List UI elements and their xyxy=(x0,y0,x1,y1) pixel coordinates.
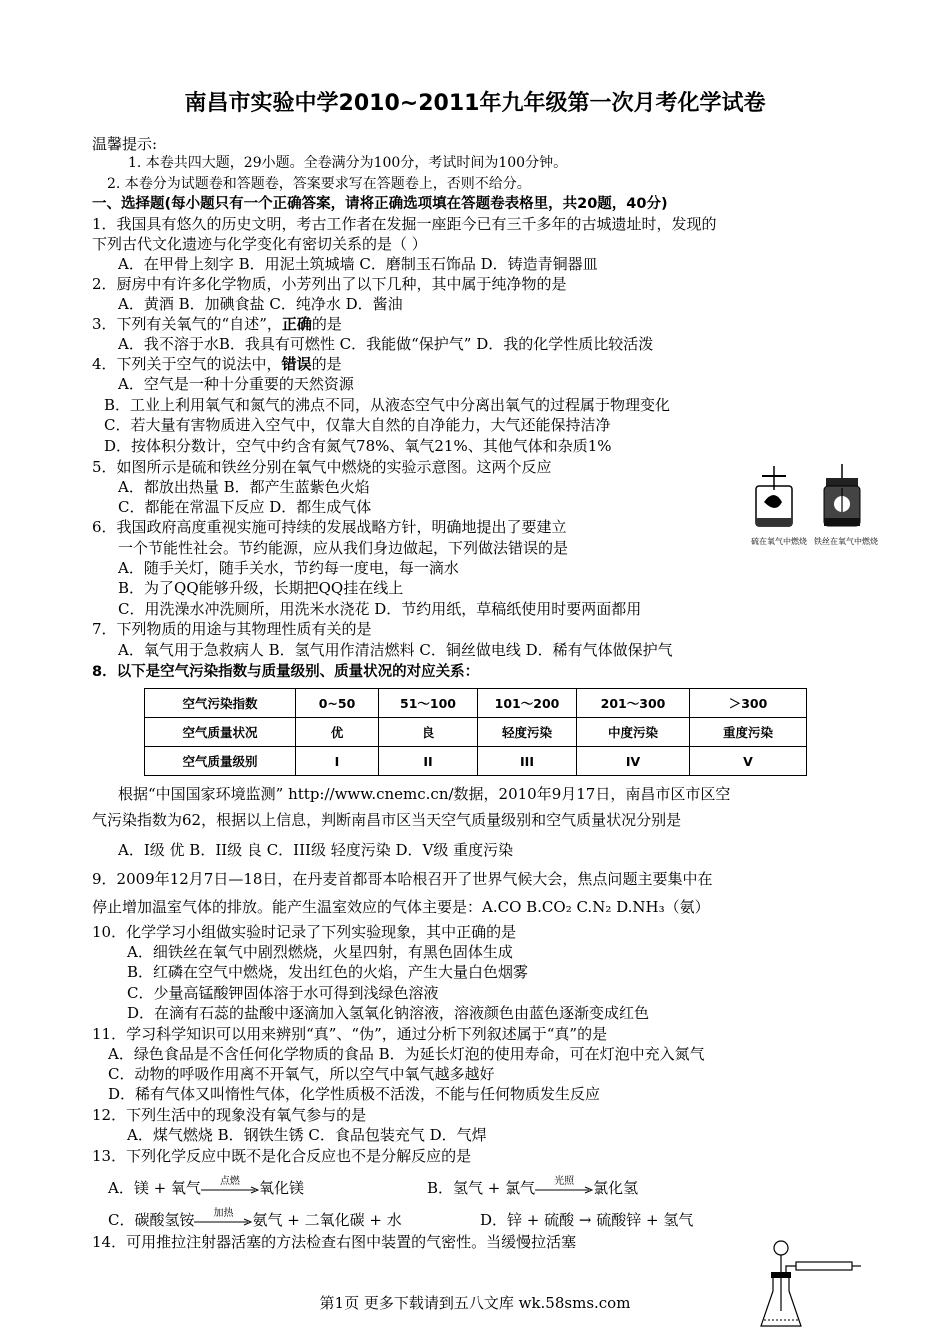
table-cell: 51～100 xyxy=(379,689,478,718)
exam-title: 南昌市实验中学2010~2011年九年级第一次月考化学试卷 xyxy=(184,91,766,116)
q13-option-b: B．氢气 + 氯气 光照 氯化氢 xyxy=(427,1176,639,1197)
q1-stem-1: 1．我国具有悠久的历史文明，考古工作者在发掘一座距今已有三千多年的古城遗址时，发现的 xyxy=(92,215,717,233)
reaction-arrow: 光照 xyxy=(535,1178,593,1198)
table-cell: V xyxy=(690,747,807,776)
q1-options: A．在甲骨上刻字 B．用泥土筑城墙 C．磨制玉石饰品 D．铸造青铜器皿 xyxy=(118,255,598,273)
q8-paragraph-2: 气污染指数为62，根据以上信息，判断南昌市区当天空气质量级别和空气质量状况分别是 xyxy=(92,811,682,829)
table-cell: 轻度污染 xyxy=(478,718,577,747)
q8-stem: 8．以下是空气污染指数与质量级别、质量状况的对应关系： xyxy=(92,664,480,680)
iron-jar xyxy=(824,464,860,526)
table-cell: III xyxy=(478,747,577,776)
q11-option-d: D．稀有气体又叫惰性气体，化学性质极不活泼，不能与任何物质发生反应 xyxy=(108,1085,601,1103)
q4-option-d: D．按体积分数计，空气中约含有氮气78%、氧气21%、其他气体和杂质1% xyxy=(104,437,612,455)
q9-stem-1: 9．2009年12月7日—18日，在丹麦首都哥本哈根召开了世界气候大会，焦点问题主要集中在 xyxy=(92,870,713,888)
table-row xyxy=(145,718,807,747)
q3-stem: 3．下列有关氧气的“自述”，正确的是 xyxy=(92,315,342,333)
table-cell: 重度污染 xyxy=(690,718,807,747)
table-cell: ＞300 xyxy=(690,689,807,718)
q13-option-c: C．碳酸氢铵 加热 氨气 + 二氧化碳 + 水 xyxy=(108,1208,402,1229)
table-cell: 101～200 xyxy=(478,689,577,718)
q8-options: A．I级 优 B．II级 良 C．III级 轻度污染 D．V级 重度污染 xyxy=(118,841,514,859)
q8-paragraph-1: 根据“中国国家环境监测” http://www.cnemc.cn/数据，2010年9月17日，南昌市区市区空 xyxy=(118,785,731,803)
table-cell: 空气质量级别 xyxy=(145,747,296,776)
section-heading: 一、选择题(每小题只有一个正确答案，请将正确选项填在答题卷表格里，共20题，40分) xyxy=(92,196,668,212)
sulfur-jar-caption: 硫在氧气中燃烧 xyxy=(751,537,807,546)
table-cell: IV xyxy=(577,747,690,776)
q13-option-d: D．锌 + 硫酸 → 硫酸锌 + 氢气 xyxy=(480,1211,694,1229)
q5-stem: 5．如图所示是硫和铁丝分别在氧气中燃烧的实验示意图。这两个反应 xyxy=(92,458,552,476)
q14-stem: 14．可用推拉注射器活塞的方法检查右图中装置的气密性。当缓慢拉活塞 xyxy=(92,1233,577,1251)
q9-stem-2: 停止增加温室气体的排放。能产生温室效应的气体主要是：A.CO B.CO₂ C.N₂ D.NH₃（氨） xyxy=(92,898,710,916)
aqi-table xyxy=(144,688,807,776)
table-cell: 优 xyxy=(296,718,379,747)
table-cell: 中度污染 xyxy=(577,718,690,747)
q12-stem: 12．下列生活中的现象没有氧气参与的是 xyxy=(92,1106,367,1124)
table-cell: I xyxy=(296,747,379,776)
q6-option-cd: C．用洗澡水冲洗厕所，用洗米水浇花 D．节约用纸，草稿纸使用时要两面都用 xyxy=(118,600,642,618)
q4-option-a: A．空气是一种十分重要的天然资源 xyxy=(118,375,354,393)
table-cell: II xyxy=(379,747,478,776)
q4-option-c: C．若大量有害物质进入空气中，仅靠大自然的自净能力，大气还能保持洁净 xyxy=(104,416,611,434)
table-cell: 良 xyxy=(379,718,478,747)
page-footer: 第1页 更多下载请到五八文库 wk.58sms.com xyxy=(319,1294,631,1312)
reaction-arrow: 加热 xyxy=(194,1210,252,1230)
q10-option-c: C．少量高锰酸钾固体溶于水可得到浅绿色溶液 xyxy=(127,984,439,1002)
q6-option-b: B．为了QQ能够升级，长期把QQ挂在线上 xyxy=(118,579,404,597)
q10-option-d: D．在滴有石蕊的盐酸中逐滴加入氢氧化钠溶液，溶液颜色由蓝色逐渐变成红色 xyxy=(127,1004,650,1022)
q5-options-1: A．都放出热量 B．都产生蓝紫色火焰 xyxy=(118,478,370,496)
q7-stem: 7．下列物质的用途与其物理性质有关的是 xyxy=(92,620,372,638)
iron-jar-caption: 铁丝在氧气中燃烧 xyxy=(814,537,878,546)
table-cell: 201～300 xyxy=(577,689,690,718)
q2-options: A．黄酒 B．加碘食盐 C．纯净水 D．酱油 xyxy=(118,295,403,313)
syringe-flask-apparatus xyxy=(756,1236,866,1336)
q7-options: A．氧气用于急救病人 B．氢气用作清洁燃料 C．铜丝做电线 D．稀有气体做保护气 xyxy=(118,641,673,659)
q11-option-c: C．动物的呼吸作用离不开氧气，所以空气中氧气越多越好 xyxy=(108,1065,495,1083)
table-row xyxy=(145,747,807,776)
table-cell: 0~50 xyxy=(296,689,379,718)
q13-option-a: A．镁 + 氧气 点燃 氧化镁 xyxy=(108,1176,304,1197)
q10-option-a: A．细铁丝在氧气中剧烈燃烧，火星四射，有黑色固体生成 xyxy=(127,943,513,961)
reaction-arrow: 点燃 xyxy=(201,1178,259,1198)
q3-options: A．我不溶于水B．我具有可燃性 C．我能做“保护气” D．我的化学性质比较活泼 xyxy=(118,335,654,353)
q6-option-a: A．随手关灯，随手关水，节约每一度电，每一滴水 xyxy=(118,559,459,577)
table-row xyxy=(145,689,807,718)
tip-item-1: 1. 本卷共四大题，29小题。全卷满分为100分，考试时间为100分钟。 xyxy=(128,155,568,171)
q11-stem: 11．学习科学知识可以用来辨别“真”、“伪”，通过分析下列叙述属于“真”的是 xyxy=(92,1025,608,1043)
tips-heading: 温馨提示: xyxy=(92,135,158,153)
table-cell: 空气质量状况 xyxy=(145,718,296,747)
combustion-jars-figure xyxy=(744,462,874,534)
q1-stem-2: 下列古代文化遗迹与化学变化有密切关系的是（ ） xyxy=(92,235,427,253)
q13-stem: 13．下列化学反应中既不是化合反应也不是分解反应的是 xyxy=(92,1147,472,1165)
arrow-icon: → xyxy=(578,1211,592,1229)
q6-stem-1: 6．我国政府高度重视实施可持续的发展战略方针，明确地提出了要建立 xyxy=(92,518,567,536)
q4-stem: 4．下列关于空气的说法中，错误的是 xyxy=(92,355,342,373)
tip-item-2: 2. 本卷分为试题卷和答题卷，答案要求写在答题卷上，否则不给分。 xyxy=(107,176,531,192)
q6-stem-2: 一个节能性社会。节约能源，应从我们身边做起，下列做法错误的是 xyxy=(118,539,569,557)
q4-option-b: B．工业上利用氧气和氮气的沸点不同，从液态空气中分离出氧气的过程属于物理变化 xyxy=(104,396,671,414)
table-cell: 空气污染指数 xyxy=(145,689,296,718)
q2-stem: 2．厨房中有许多化学物质，小芳列出了以下几种，其中属于纯净物的是 xyxy=(92,275,567,293)
q10-option-b: B．红磷在空气中燃烧，发出红色的火焰，产生大量白色烟雾 xyxy=(127,963,529,981)
sulfur-jar xyxy=(756,466,792,526)
q11-option-ab: A．绿色食品是不含任何化学物质的食品 B．为延长灯泡的使用寿命，可在灯泡中充入氮气 xyxy=(108,1045,705,1063)
q5-options-2: C．都能在常温下反应 D．都生成气体 xyxy=(118,498,372,516)
q12-options: A．煤气燃烧 B．钢铁生锈 C．食品包装充气 D．气焊 xyxy=(127,1126,487,1144)
q10-stem: 10．化学学习小组做实验时记录了下列实验现象，其中正确的是 xyxy=(92,923,517,941)
